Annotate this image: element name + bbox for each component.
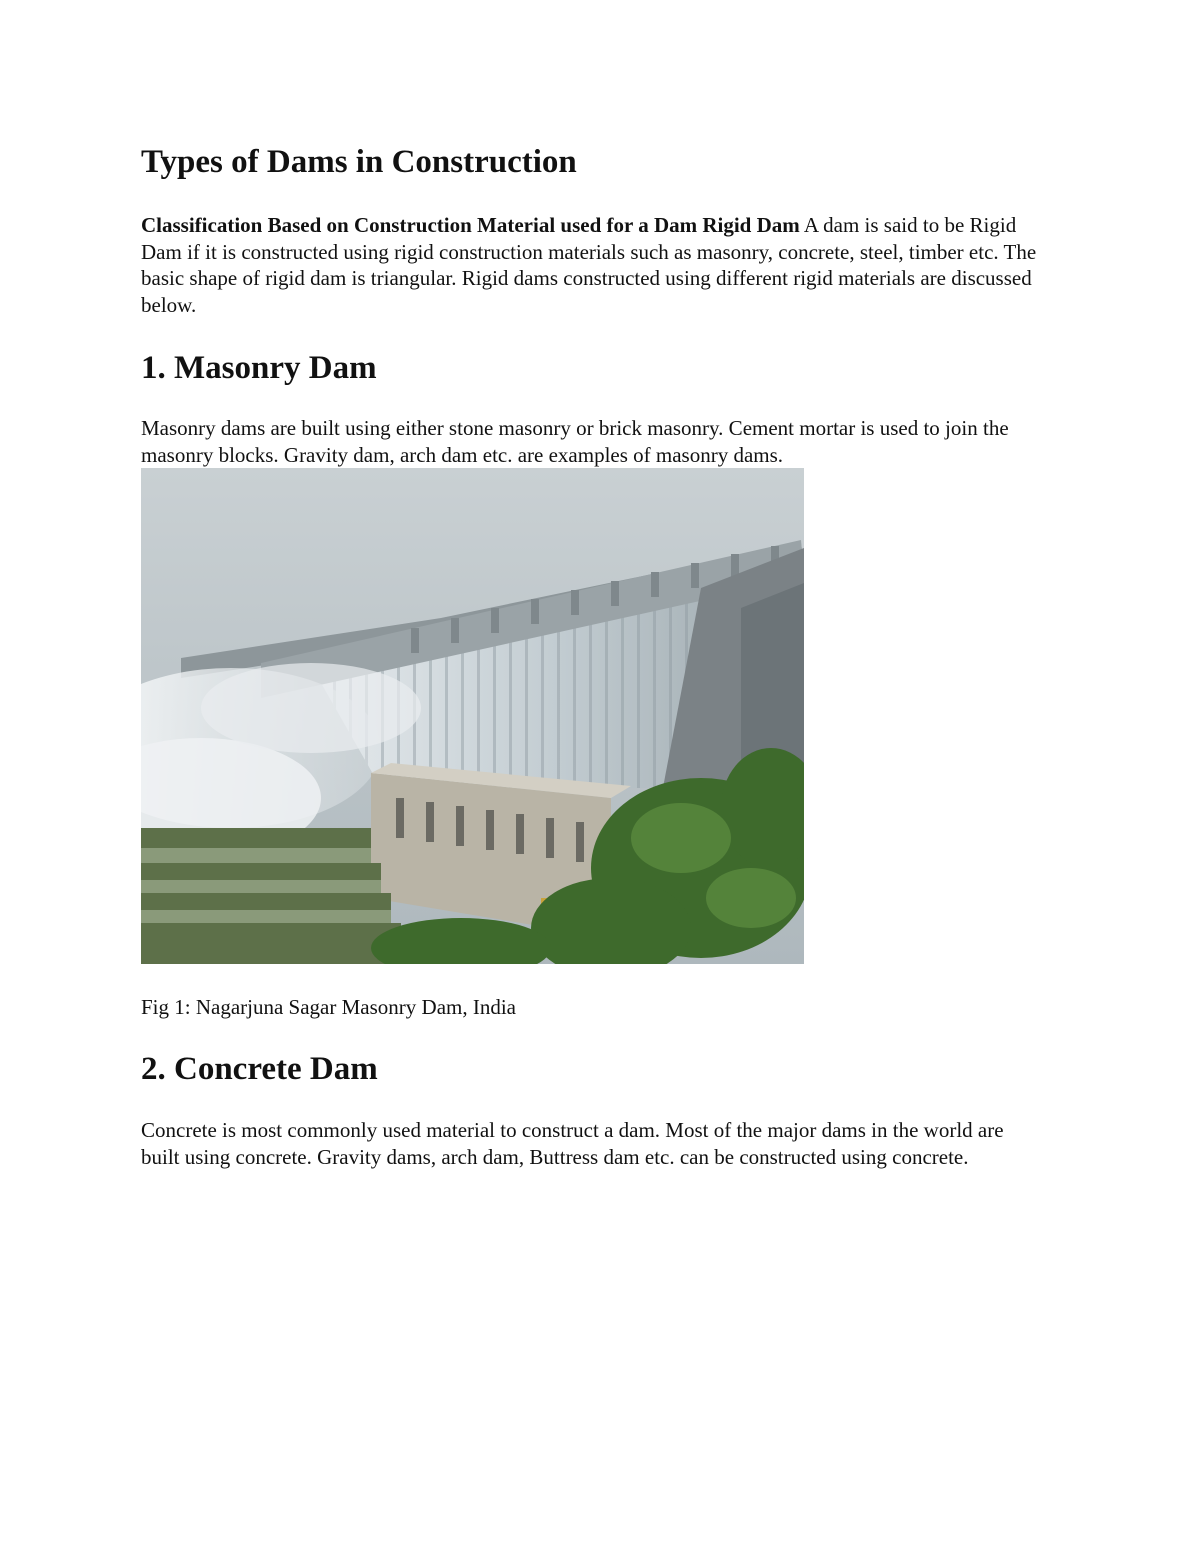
section-body-masonry: Masonry dams are built using either stone masonry or brick masonry. Cement mortar is used to join the masonry blocks. Gravity dam, arch dam etc. are examples of masonry dams.: [141, 416, 1009, 467]
section-heading-masonry: 1. Masonry Dam: [141, 350, 377, 386]
figure-caption: Fig 1: Nagarjuna Sagar Masonry Dam, India: [141, 995, 516, 1019]
intro-text: A dam is said to be Rigid Dam if it is constructed using rigid construction materials such as masonry, concrete, steel, timber etc. The basic shape of rigid dam is triangular. Rigid dams constructed using different rigid materials are discussed below.: [141, 213, 1037, 317]
dam-photo: [141, 468, 804, 964]
section-body-concrete: Concrete is most commonly used material to construct a dam. Most of the major dams in the world are built using concrete. Gravity dams, arch dam, Buttress dam etc. can be constructed using concrete.: [141, 1118, 1004, 1169]
intro-paragraph: [141, 212, 1046, 318]
section-heading-concrete: 2. Concrete Dam: [141, 1051, 378, 1087]
document-title: Types of Dams in Construction: [141, 144, 577, 180]
intro-bold-lead: Classification Based on Construction Material used for a Dam Rigid Dam: [141, 213, 800, 237]
